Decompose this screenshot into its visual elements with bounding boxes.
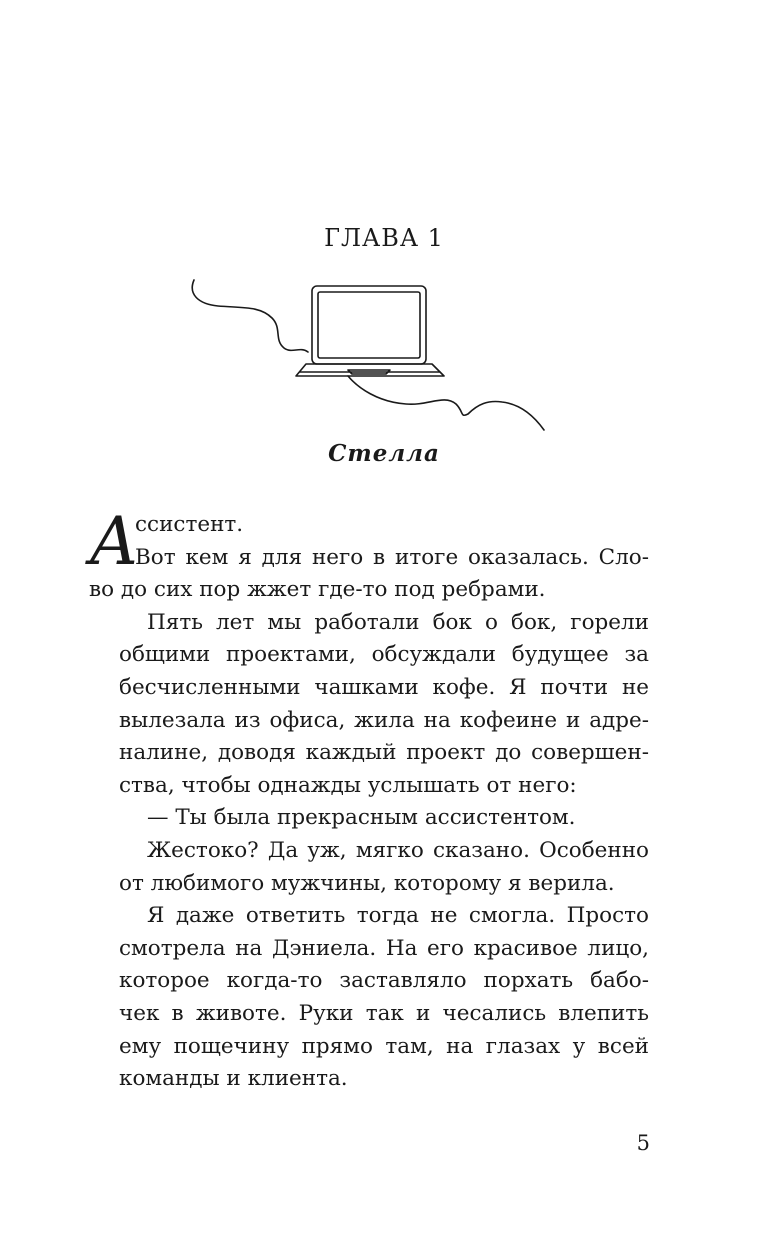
paragraph-4 xyxy=(119,835,649,900)
text-line: чек в животе. Руки так и чесались влепить xyxy=(119,1000,649,1026)
text-line: Вот кем я для него в итоге оказалась. Сло- xyxy=(135,544,649,570)
paragraph-3 xyxy=(119,802,649,835)
laptop-screen xyxy=(318,292,420,358)
text-line: Жестоко? Да уж, мягко сказано. Особенно xyxy=(147,837,649,863)
text-line: вылезала из офиса, жила на кофеине и адре- xyxy=(119,707,649,733)
paragraph-1 xyxy=(89,503,649,607)
paragraph-5 xyxy=(119,900,649,1096)
text-line: ему пощечину прямо там, на глазах у всей xyxy=(119,1033,649,1059)
paragraph-2 xyxy=(119,607,649,803)
text-line: налине, доводя каждый проект до совершен- xyxy=(119,740,649,766)
text-line: Пять лет мы работали бок о бок, горели xyxy=(147,609,649,635)
dropcap: А xyxy=(89,503,139,580)
page-number: 5 xyxy=(636,1131,650,1155)
text-line: команды и клиента. xyxy=(119,1066,348,1092)
text-line: — Ты была прекрасным ассистентом. xyxy=(147,805,576,831)
text-line: смотрела на Дэниела. На его красивое лицо, xyxy=(119,935,649,961)
text-line: ства, чтобы однажды услышать от него: xyxy=(119,772,577,798)
text-line: во до сих пор жжет где-то под ребрами. xyxy=(89,577,546,603)
text-line: Я даже ответить тогда не смогла. Просто xyxy=(147,903,649,929)
text-line: общими проектами, обсуждали будущее за xyxy=(119,642,649,668)
wave-left-decoration xyxy=(192,280,308,352)
laptop-screen-frame xyxy=(312,286,426,364)
text-line: которое когда-то заставляло порхать бабо- xyxy=(119,968,649,994)
chapter-title: ГЛАВА 1 xyxy=(324,224,444,252)
text-line: от любимого мужчины, которому я верила. xyxy=(119,870,615,896)
laptop-icon xyxy=(188,276,550,436)
wave-right-decoration xyxy=(348,376,544,430)
chapter-text xyxy=(89,503,649,1096)
character-name: Стелла xyxy=(328,440,440,467)
text-line: бесчисленными чашками кофе. Я почти не xyxy=(119,674,649,700)
text-line: ссистент. xyxy=(135,512,244,537)
